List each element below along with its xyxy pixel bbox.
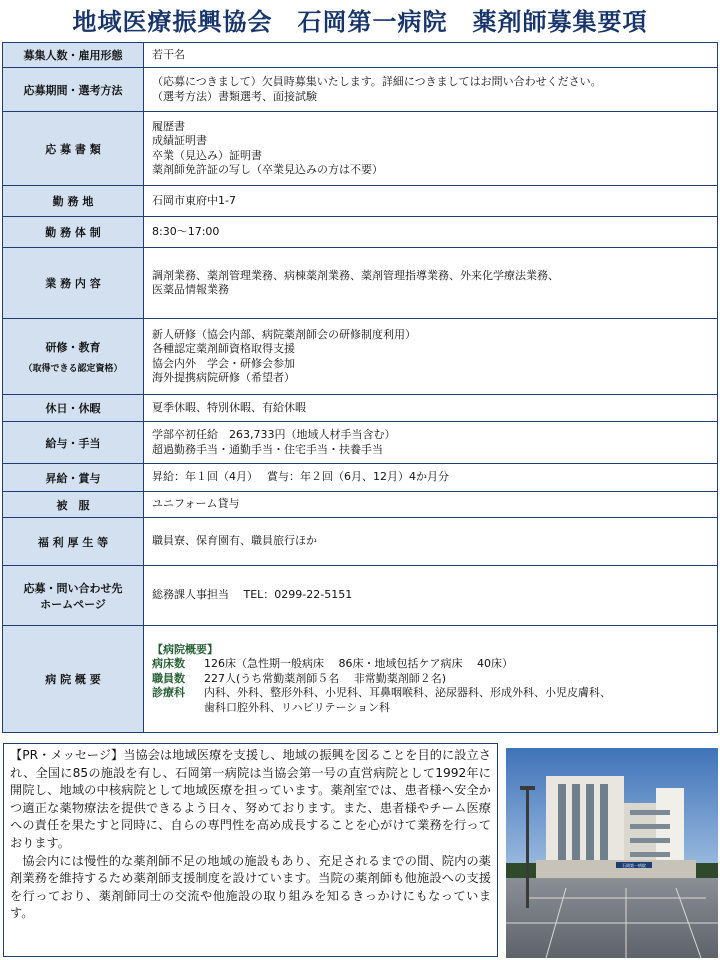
row-label: 病 院 概 要 <box>3 626 144 733</box>
row-value: 総務課人事担当 TEL：0299-22-5151 <box>144 566 718 626</box>
table-row <box>3 626 718 733</box>
row-label: 募集人数・雇用形態 <box>3 43 144 68</box>
row-label <box>3 319 144 395</box>
contact-label: 応募・問い合わせ先 <box>23 581 123 595</box>
value-line: 薬剤師免許証の写し（卒業見込みの方は不要） <box>152 163 383 176</box>
requirements-table <box>2 42 718 733</box>
value-line: 学部卒初任給 263,733円（地域人材手当含む） <box>152 428 396 441</box>
row-label: 休日・休暇 <box>3 395 144 422</box>
hospital-departments: 診療科 内科、外科、整形外科、小児科、耳鼻咽喉科、泌尿器科、形成外科、小児皮膚科、 <box>152 686 611 700</box>
table-row <box>3 319 718 395</box>
pr-message-box <box>3 743 498 957</box>
table-row <box>3 68 718 112</box>
homepage-label: ホームページ <box>40 597 106 611</box>
row-value: 8:30～17:00 <box>144 217 718 248</box>
value-line: 履歴書 <box>152 119 185 133</box>
row-value: 職員寮、保育園有、職員旅行ほか <box>144 518 718 566</box>
table-row <box>3 112 718 186</box>
row-label <box>3 566 144 626</box>
hospital-beds: 病床数 126床（急性期一般病床 86床・地域包括ケア病床 40床） <box>152 657 513 671</box>
table-row <box>3 43 718 68</box>
hospital-heading: 【病院概要】 <box>152 642 218 656</box>
table-row <box>3 492 718 518</box>
value-line: （応募につきまして）欠員時募集いたします。詳細につきましてはお問い合わせください。 <box>152 75 602 88</box>
table-row <box>3 395 718 422</box>
row-label: 勤 務 体 制 <box>3 217 144 248</box>
row-value: ユニフォーム貸与 <box>144 492 718 518</box>
table-row <box>3 422 718 464</box>
value-line: 各種認定薬剤師資格取得支援 <box>152 342 295 355</box>
pr-paragraph: 協会内には慢性的な薬剤師不足の地域の施設もあり、充足されるまでの間、院内の薬剤業務を維持するため薬剤師支援制度を設けています。当院の薬剤師も他施設への支援を行っており、薬剤師同士の交流や他施設の取り組みを知るきっかけにもなっています。 <box>10 853 491 921</box>
row-label: 業 務 内 容 <box>3 248 144 319</box>
row-label: 福 利 厚 生 等 <box>3 518 144 566</box>
row-label: 応 募 書 類 <box>3 112 144 186</box>
row-value: 石岡市東府中1-7 <box>144 186 718 217</box>
value-line: 海外提携病院研修（希望者） <box>152 371 295 384</box>
table-row <box>3 566 718 626</box>
value-line: 医薬品情報業務 <box>152 283 229 296</box>
row-label: 昇給・賞与 <box>3 464 144 492</box>
hospital-sign: 石岡第一病院 <box>622 863 646 868</box>
row-value <box>144 248 718 319</box>
value-line: 成績証明書 <box>152 134 207 147</box>
row-value <box>144 68 718 112</box>
hospital-building-image <box>506 748 718 958</box>
value-line: 新人研修（協会内部、病院薬剤師会の研修制度利用） <box>152 327 416 341</box>
value-line: 協会内外 学会・研修会参加 <box>152 356 295 370</box>
value-line: （選考方法）書類選考、面接試験 <box>152 89 317 103</box>
row-value: 若干名 <box>144 43 718 68</box>
row-value <box>144 422 718 464</box>
row-label: 被 服 <box>3 492 144 518</box>
pr-paragraph: 【PR・メッセージ】当協会は地域医療を支援し、地域の振興を図ることを目的に設立され、全国に85の施設を有し、石岡第一病院は当協会第一号の直営病院として1992年に開院し、地域の中核病院として地域医療を担っています。薬剤室では、患者様へ安全かつ適正な薬物療法を提供できるよう日々、努めております。また、患者様やチーム医療への責任を果たすと同時に、自らの専門性を高め成長することを心がけて業務を行っております。 <box>10 748 491 850</box>
hospital-photo <box>506 748 718 958</box>
row-value <box>144 319 718 395</box>
row-value <box>144 626 718 733</box>
row-label: 応募期間・選考方法 <box>3 68 144 112</box>
table-row <box>3 186 718 217</box>
training-sublabel: （取得できる認定資格） <box>23 364 123 374</box>
hospital-departments-cont: 歯科口腔外科、リハビリテーション科 <box>204 700 391 714</box>
table-row <box>3 248 718 319</box>
row-label: 給与・手当 <box>3 422 144 464</box>
page-title: 地域医療振興協会 石岡第一病院 薬剤師募集要項 <box>72 8 648 36</box>
value-line: 調剤業務、薬剤管理業務、病棟薬剤業務、薬剤管理指導業務、外来化学療法業務、 <box>152 268 559 282</box>
table-row <box>3 464 718 492</box>
table-row <box>3 518 718 566</box>
value-line: 超過勤務手当・通勤手当・住宅手当・扶養手当 <box>152 442 383 456</box>
row-value: 夏季休暇、特別休暇、有給休暇 <box>144 395 718 422</box>
training-label: 研修・教育 <box>45 341 101 354</box>
value-line: 卒業（見込み）証明書 <box>152 148 262 162</box>
row-label: 勤 務 地 <box>3 186 144 217</box>
row-value: 昇給：年１回（4月） 賞与：年２回（6月、12月）4か月分 <box>144 464 718 492</box>
hospital-staff: 職員数 227人(うち常勤薬剤師５名 非常勤薬剤師２名) <box>152 671 447 685</box>
row-value <box>144 112 718 186</box>
table-row <box>3 217 718 248</box>
